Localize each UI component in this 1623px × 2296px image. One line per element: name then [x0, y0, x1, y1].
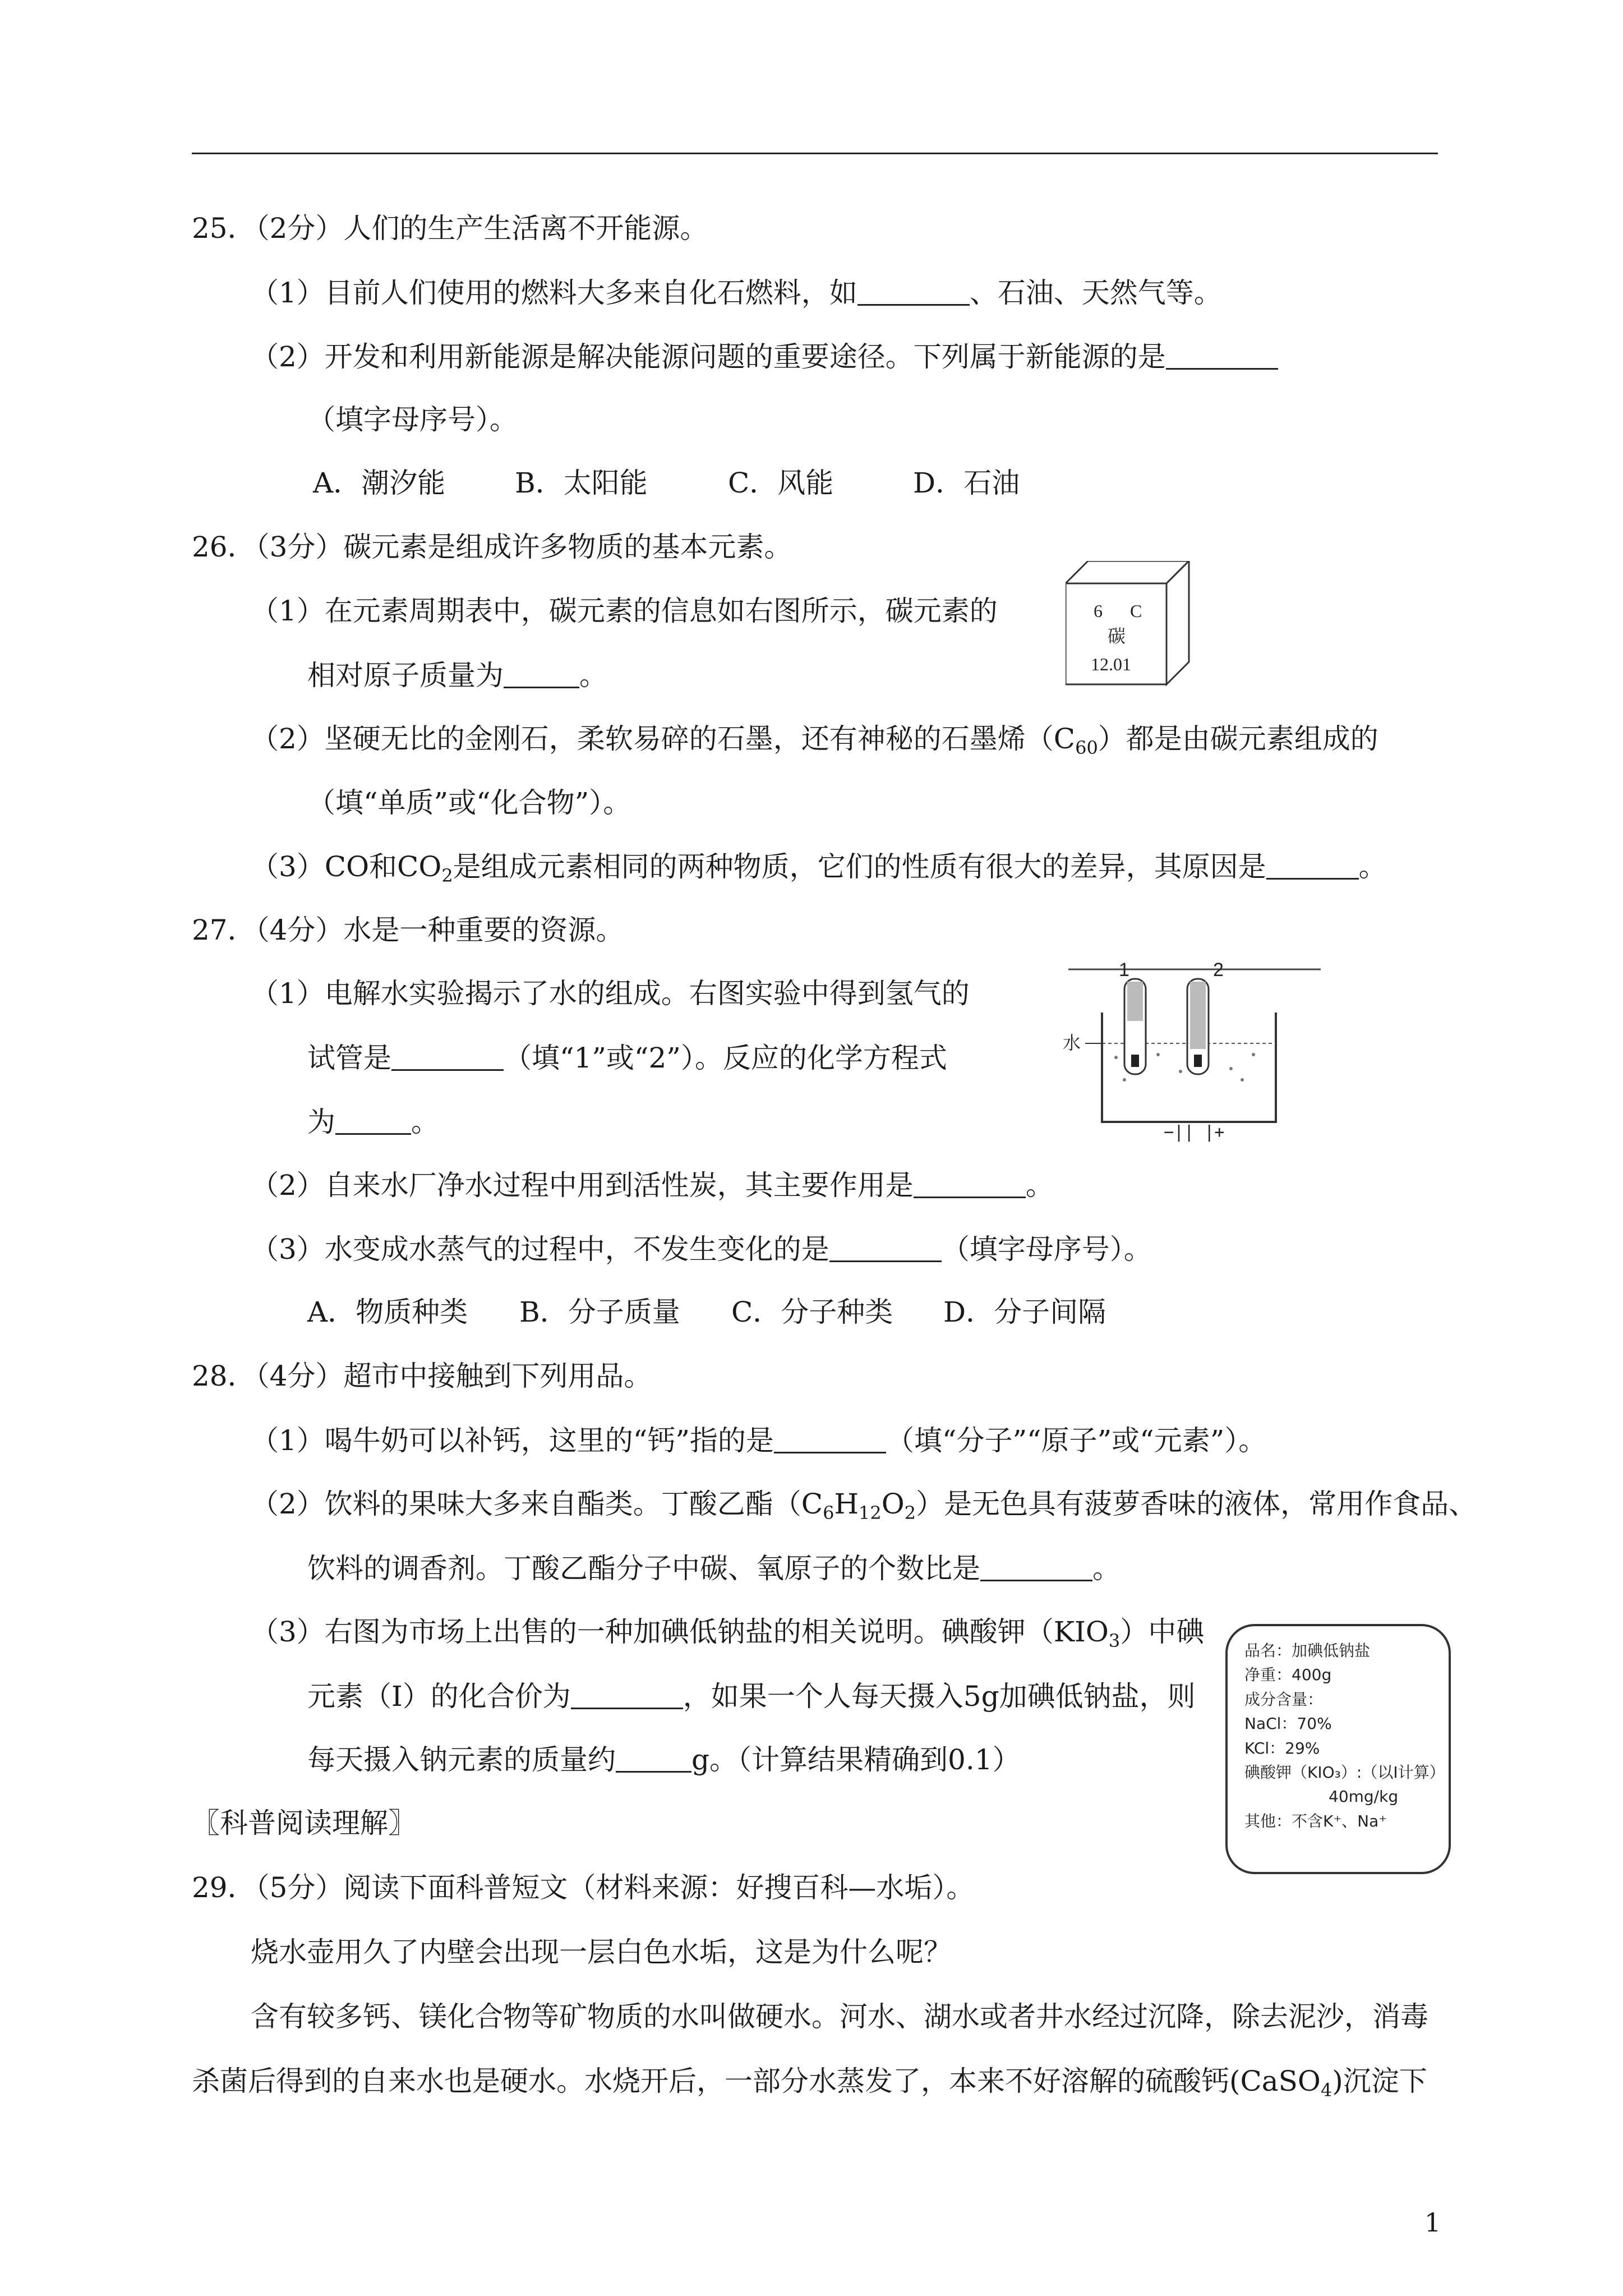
answer-blank[interactable]: [774, 1426, 886, 1453]
option-a: A．潮汐能: [313, 467, 446, 499]
answer-blank[interactable]: [829, 1235, 942, 1262]
salt-other: 其他：不含K⁺、Na⁺: [1244, 1811, 1387, 1830]
header-rule: [192, 153, 1438, 154]
element-name: 碳: [1108, 625, 1126, 647]
answer-blank[interactable]: [857, 278, 970, 306]
salt-kcl: KCl：29%: [1244, 1738, 1320, 1757]
answer-blank[interactable]: [571, 1682, 683, 1709]
q27-options: [307, 1298, 1106, 1326]
q27-part1-cont2: 为 。: [307, 1106, 439, 1138]
q29-stem: 29．（5分）阅读下面科普短文（材料来源：好搜百科—水垢）。: [192, 1871, 975, 1904]
q28-part2: （2）饮料的果味大多来自酯类。丁酸乙酯$(C_6H_{12}O_2)$是无色具有菠萝香味的液体，常用作食品、: [251, 1488, 1477, 1524]
q26-part2: （2）坚硬无比的金刚石，柔软易碎的石墨，还有神秘的石墨烯$(C_{60})$都是由碳元素组成的: [251, 723, 1378, 758]
option-b: B．分子质量: [519, 1296, 680, 1328]
q28-stem: 28．（4分）超市中接触到下列用品。: [192, 1360, 652, 1392]
q28-part3-cont2: 每天摄入钠元素的质量约 g。（计算结果精确到0.1）: [307, 1743, 1021, 1776]
salt-content-heading: 成分含量：: [1244, 1690, 1324, 1709]
answer-blank[interactable]: [616, 1745, 691, 1773]
q27-part1-cont: 试管是 （填“1”或“2”）。反应的化学方程式: [307, 1042, 947, 1074]
element-symbol: C: [1130, 601, 1142, 621]
atomic-number: 6: [1094, 601, 1103, 621]
q25-options: [313, 469, 1020, 497]
option-d: D．石油: [913, 467, 1020, 499]
option-d: D．分子间隔: [943, 1296, 1106, 1328]
electrolysis-diagram: [1063, 959, 1343, 1144]
option-c: C．风能: [728, 467, 834, 499]
q26-part3: （3）CO和$CO_2$是组成元素相同的两种物质，它们的性质有很大的差异，其原因是 。: [251, 850, 1387, 886]
answer-blank[interactable]: [980, 1554, 1092, 1581]
q26-part1: （1）在元素周期表中，碳元素的信息如右图所示，碳元素的: [251, 595, 998, 627]
q27-part2: （2）自来水厂净水过程中用到活性炭，其主要作用是 。: [251, 1169, 1054, 1202]
salt-name: 品名：加碘低钠盐: [1244, 1641, 1371, 1660]
water-label: 水: [1063, 1032, 1081, 1053]
salt-nacl: NaCl：70%: [1244, 1714, 1332, 1733]
q25-part2-cont: （填字母序号）。: [307, 403, 518, 436]
q26-stem: 26．（3分）碳元素是组成许多物质的基本元素。: [192, 531, 792, 563]
answer-blank[interactable]: [391, 1043, 504, 1071]
salt-net-weight: 净重：400g: [1244, 1665, 1332, 1685]
option-a: A．物质种类: [307, 1296, 468, 1328]
answer-blank[interactable]: [1266, 852, 1359, 880]
answer-blank[interactable]: [1166, 342, 1278, 370]
option-c: C．分子种类: [731, 1296, 893, 1328]
q28-part3-cont: 元素（I）的化合价为 ，如果一个人每天摄入5g加碘低钠盐，则: [307, 1680, 1196, 1713]
carbon-element-card: [1066, 561, 1200, 690]
atomic-mass: 12.01: [1091, 654, 1131, 674]
salt-label: [1225, 1624, 1451, 1874]
answer-blank[interactable]: [335, 1107, 411, 1135]
answer-blank[interactable]: [504, 661, 579, 688]
q26-part2-cont: （填“单质”或“化合物”）。: [307, 786, 631, 819]
page-number: 1: [1424, 2207, 1441, 2238]
answer-blank[interactable]: [914, 1171, 1026, 1198]
q25-part1: （1）目前人们使用的燃料大多来自化石燃料，如 、石油、天然气等。: [251, 277, 1222, 309]
salt-kio3-value: 40mg/kg: [1329, 1787, 1399, 1806]
q29-para1: 烧水壶用久了内壁会出现一层白色水垢，这是为什么呢？: [251, 1936, 952, 1968]
q28-part1: （1）喝牛奶可以补钙，这里的“钙”指的是 （填“分子”“原子”或“元素”）。: [251, 1424, 1267, 1457]
tube-2-label: 2: [1213, 959, 1224, 981]
q27-part1: （1）电解水实验揭示了水的组成。右图实验中得到氢气的: [251, 977, 970, 1010]
q29-para2-line2: 杀菌后得到的自来水也是硬水。水烧开后，一部分水蒸发了，本来不好溶解的硫酸钙(CaSO$_4$)沉淀下: [192, 2065, 1427, 2101]
q28-part3: （3）右图为市场上出售的一种加碘低钠盐的相关说明。碘酸钾$(KIO_3)$中碘: [251, 1616, 1205, 1651]
battery-symbol: −|| |+: [1164, 1122, 1225, 1142]
q25-stem: 25．（2分）人们的生产生活离不开能源。: [192, 212, 708, 245]
q25-part2: （2）开发和利用新能源是解决能源问题的重要途径。下列属于新能源的是: [251, 342, 1278, 371]
option-b: B．太阳能: [515, 467, 648, 499]
q27-part3: （3）水变成水蒸气的过程中，不发生变化的是 （填字母序号）。: [251, 1233, 1152, 1266]
tube-1-label: 1: [1119, 959, 1129, 981]
q27-stem: 27．（4分）水是一种重要的资源。: [192, 914, 624, 946]
q29-para2-line1: 含有较多钙、镁化合物等矿物质的水叫做硬水。河水、湖水或者井水经过沉降，除去泥沙，消毒: [251, 2000, 1428, 2033]
q26-part1-cont: 相对原子质量为 。: [307, 659, 607, 692]
salt-kio3: 碘酸钾（KIO₃）:（以I计算）: [1244, 1763, 1445, 1782]
section-heading: 〖科普阅读理解〗: [192, 1807, 416, 1839]
q28-part2-cont: 饮料的调香剂。丁酸乙酯分子中碳、氧原子的个数比是 。: [307, 1552, 1121, 1585]
